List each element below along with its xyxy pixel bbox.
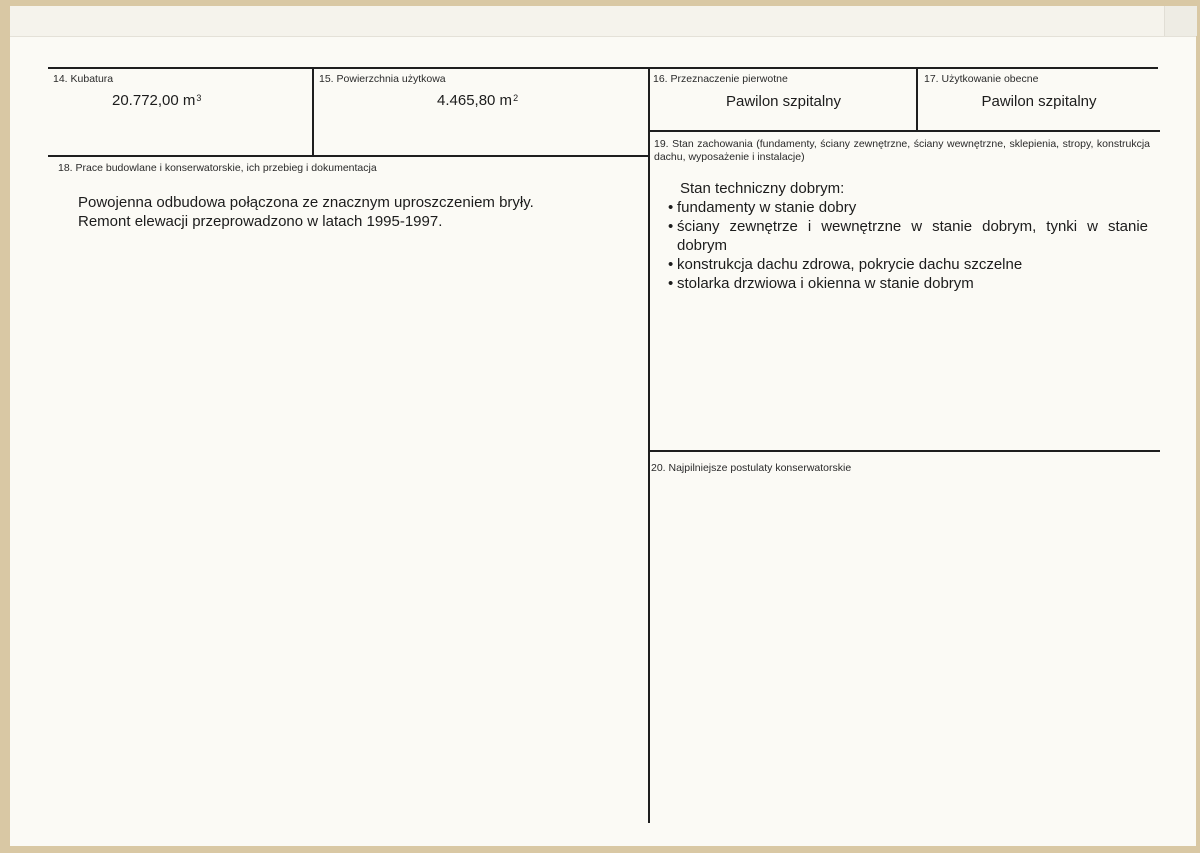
divider-col-14-15 [312,67,314,157]
divider-row1-left [48,155,650,157]
field-17-value: Pawilon szpitalny [981,93,1097,110]
corner-tab [1164,6,1197,36]
field-15-value [437,92,518,110]
list-item [668,198,1148,217]
top-border-line [48,67,1158,69]
field-14-value [112,92,201,110]
field-14-unit-exponent: 3 [196,93,202,103]
bullet: • [668,256,674,273]
divider-field19-20 [649,450,1160,452]
field-17-label: 17. Użytkowanie obecne [924,73,1039,85]
field-18-label: 18. Prace budowlane i konserwatorskie, ich przebieg i dokumentacja [58,162,377,174]
list-item-text: konstrukcja dachu zdrowa, pokrycie dachu szczelne [677,256,1023,273]
list-item [668,255,1148,274]
field-16-label: 16. Przeznaczenie pierwotne [653,73,788,85]
top-binding-strip [10,6,1196,37]
field-16-value: Pawilon szpitalny [725,93,842,110]
divider-center [648,67,650,823]
field-19-label: 19. Stan zachowania (fundamenty, ściany zewnętrzne, ściany wewnętrzne, sklepienia, stropy, konstrukcja dachu, wyposażenie i instalacje) [654,138,1150,163]
divider-row1-right [649,130,1160,132]
field-19-condition-list [668,198,1148,293]
field-15-unit-exponent: 2 [513,93,519,103]
field-20-label: 20. Najpilniejsze postulaty konserwatorskie [651,462,852,474]
field-14-value-text: 20.772,00 m [112,92,196,109]
field-18-line-2: Remont elewacji przeprowadzono w latach 1995-1997. [78,213,443,230]
list-item-text: stolarka drzwiowa i okienna w stanie dobrym [677,275,974,292]
bullet: • [668,199,674,216]
list-item-text: ściany zewnętrze i wewnętrzne w stanie dobrym, tynki w stanie dobrym [677,218,1148,254]
bullet: • [668,218,674,235]
list-item-text: fundamenty w stanie dobry [677,199,857,216]
list-item [668,217,1148,255]
list-item [668,274,1148,293]
field-15-value-text: 4.465,80 m [437,92,513,109]
bullet: • [668,275,674,292]
field-18-line-1: Powojenna odbudowa połączona ze znacznym uproszczeniem bryły. [78,194,534,211]
field-14-label: 14. Kubatura [53,73,114,85]
field-15-label: 15. Powierzchnia użytkowa [319,73,446,85]
form-sheet [10,6,1196,846]
field-19-intro: Stan techniczny dobrym: [680,180,845,197]
